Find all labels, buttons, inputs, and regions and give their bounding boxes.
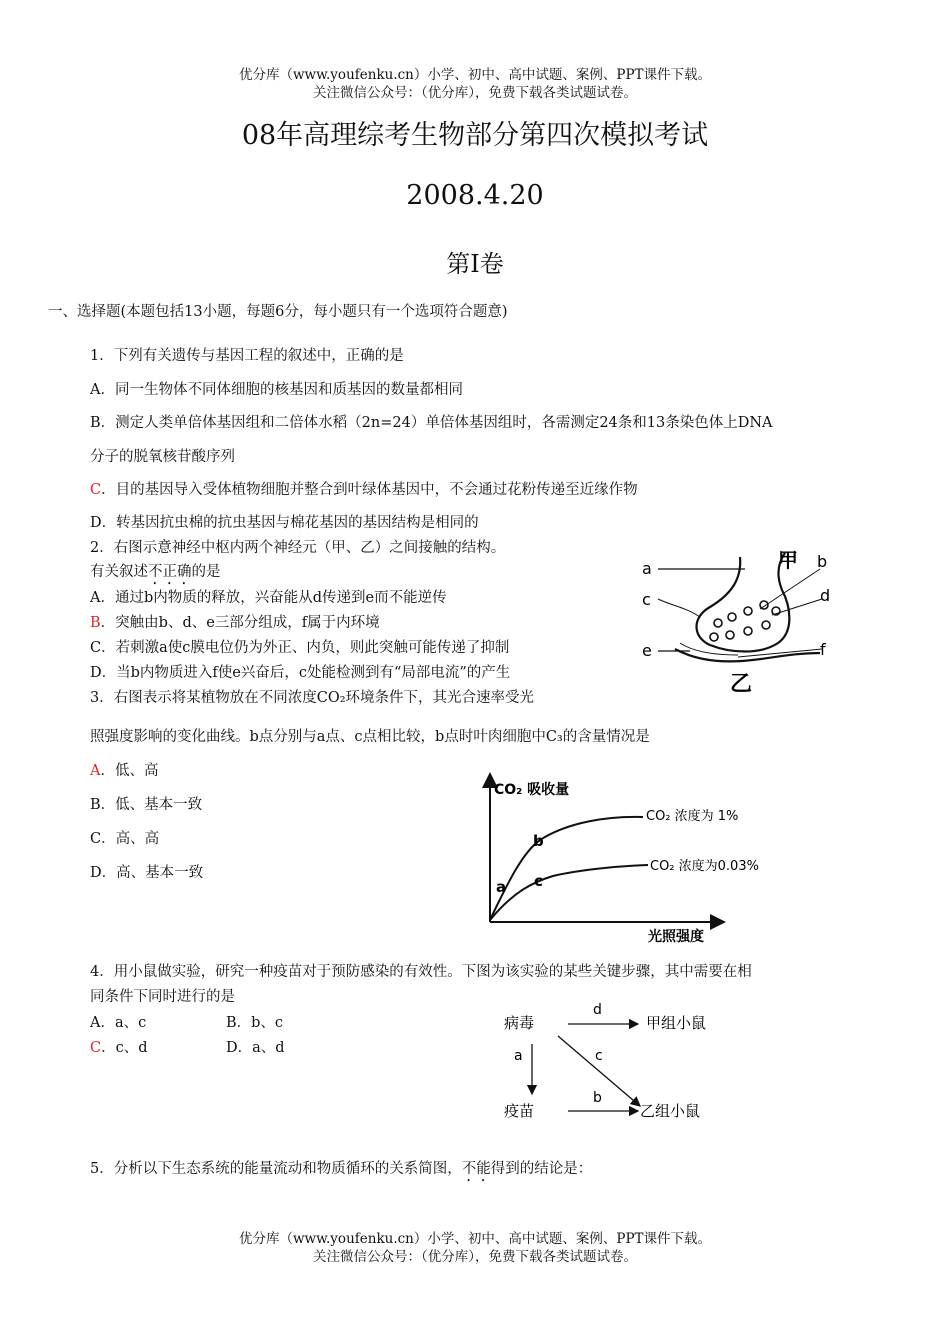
- header-line-2: 关注微信公众号：（优分库），免费下载各类试题试卷。: [313, 85, 637, 101]
- exam-title: 08年高理综考生物部分第四次模拟考试: [241, 120, 709, 151]
- q2-option-a: A．通过b内物质的释放，兴奋能从d传递到e而不能逆传: [90, 590, 447, 606]
- q5-stem-pre: 5．分析以下生态系统的能量流动和物质循环的关系简图，: [90, 1161, 462, 1177]
- q1-stem: 1．下列有关遗传与基因工程的叙述中，正确的是: [90, 348, 404, 364]
- edge-label-b: b: [593, 1090, 602, 1106]
- q4-stem-1: 4．用小鼠做实验，研究一种疫苗对于预防感染的有效性。下图为该实验的某些关键步骤，其中需要在相: [90, 964, 752, 980]
- q2-option-b-text: ．突触由b、d、e三部分组成，f属于内环境: [100, 615, 380, 631]
- q1-option-a: A．同一生物体不同体细胞的核基因和质基因的数量都相同: [90, 382, 463, 398]
- q4-option-a: A．a、c: [90, 1015, 147, 1031]
- edge-label-c: c: [595, 1048, 603, 1064]
- q4-answer-mark: C: [90, 1040, 102, 1056]
- q3-stem-1: 3．右图表示将某植物放在不同浓度CO₂环境条件下，其光合速率受光: [90, 690, 535, 706]
- exam-date: 2008.4.20: [406, 180, 544, 211]
- label-f: f: [820, 640, 826, 659]
- q3-option-b: B．低、基本一致: [90, 797, 203, 813]
- header-line-1: 优分库（www.youfenku.cn）小学、初中、高中试题、案例、PPT课件下载。: [238, 67, 712, 83]
- q1-option-b: B．测定人类单倍体基因组和二倍体水稻（2n=24）单倍体基因组时，各需测定24条和13条染色体上DNA: [90, 415, 773, 431]
- label-b: b: [817, 552, 828, 571]
- q2-stem-pre: 有关叙述: [90, 564, 148, 580]
- edge-label-d: d: [593, 1002, 602, 1018]
- series-2-label: CO₂ 浓度为0.03%: [650, 859, 759, 874]
- footer-line-2: 关注微信公众号：（优分库），免费下载各类试题试卷。: [313, 1249, 637, 1265]
- q4-stem-2: 同条件下同时进行的是: [90, 989, 235, 1005]
- node-vaccine: 疫苗: [504, 1102, 535, 1120]
- volume-title: 第Ⅰ卷: [446, 250, 504, 278]
- vesicles: [710, 601, 780, 641]
- q5-stem: [90, 1160, 592, 1185]
- y-axis-label: CO₂ 吸收量: [494, 782, 570, 798]
- q1-answer-mark: C: [90, 482, 102, 498]
- q2-option-d: D．当b内物质进入f使e兴奋后，c处能检测到有“局部电流”的产生: [90, 665, 511, 681]
- q2-stem-emphasis: 不正确: [148, 564, 192, 580]
- q3-answer-mark: A: [90, 763, 101, 779]
- q5-stem-emphasis: 不能: [461, 1161, 491, 1177]
- q3-option-c: C．高、高: [90, 831, 160, 847]
- q1-option-d: D．转基因抗虫棉的抗虫基因与棉花基因的基因结构是相同的: [90, 515, 479, 531]
- x-axis-label: 光照强度: [648, 929, 704, 945]
- point-a-label: a: [496, 878, 507, 896]
- point-b-label: b: [533, 832, 544, 850]
- q1-option-c: [90, 481, 638, 499]
- q5-stem-post: 得到的结论是：: [490, 1161, 593, 1177]
- q1-option-c-text: ．目的基因导入受体植物细胞并整合到叶绿体基因中，不会通过花粉传递至近缘作物: [101, 482, 638, 498]
- label-a: a: [642, 559, 652, 578]
- label-yi: 乙: [730, 672, 753, 697]
- label-d: d: [820, 586, 831, 605]
- footer-line-1: 优分库（www.youfenku.cn）小学、初中、高中试题、案例、PPT课件下载。: [238, 1231, 712, 1247]
- q2-stem-post: 的是: [191, 564, 221, 580]
- q2-stem: 2．右图示意神经中枢内两个神经元（甲、乙）之间接触的结构。: [90, 540, 506, 556]
- experiment-diagram: [498, 996, 738, 1121]
- q3-option-d: D．高、基本一致: [90, 865, 204, 881]
- q2-option-b: [90, 614, 380, 632]
- q4-option-b: B．b、c: [226, 1015, 284, 1031]
- q3-option-a-text: ．低、高: [100, 763, 159, 779]
- series-1-label: CO₂ 浓度为 1%: [646, 809, 739, 824]
- q4-option-c-text: ．c、d: [101, 1040, 148, 1056]
- q3-stem-2: 照强度影响的变化曲线。b点分别与a点、c点相比较，b点时叶肉细胞中C₃的含量情况是: [90, 729, 650, 745]
- q1-option-b-cont: 分子的脱氧核苷酸序列: [90, 449, 235, 465]
- point-c-label: c: [534, 872, 543, 890]
- q2-stem-2: [90, 563, 221, 588]
- q4-option-d: D．a、d: [226, 1040, 285, 1056]
- node-group-b: 乙组小鼠: [640, 1102, 701, 1120]
- q3-option-a: [90, 762, 158, 780]
- q2-answer-mark: B: [90, 615, 101, 631]
- label-e: e: [642, 641, 652, 660]
- node-virus: 病毒: [504, 1014, 535, 1032]
- label-c: c: [642, 590, 651, 609]
- curve-high-co2: [490, 817, 643, 920]
- synapse-figure: [630, 545, 850, 700]
- q4-option-c: [90, 1039, 148, 1057]
- label-jia: 甲: [778, 548, 798, 572]
- edge-label-a: a: [514, 1048, 523, 1064]
- co2-chart: [478, 772, 798, 947]
- node-group-a: 甲组小鼠: [646, 1014, 707, 1032]
- section-heading: 一、选择题(本题包括13小题，每题6分，每小题只有一个选项符合题意): [48, 304, 508, 320]
- q2-option-c: C．若刺激a使c膜电位仍为外正、内负，则此突触可能传递了抑制: [90, 640, 510, 656]
